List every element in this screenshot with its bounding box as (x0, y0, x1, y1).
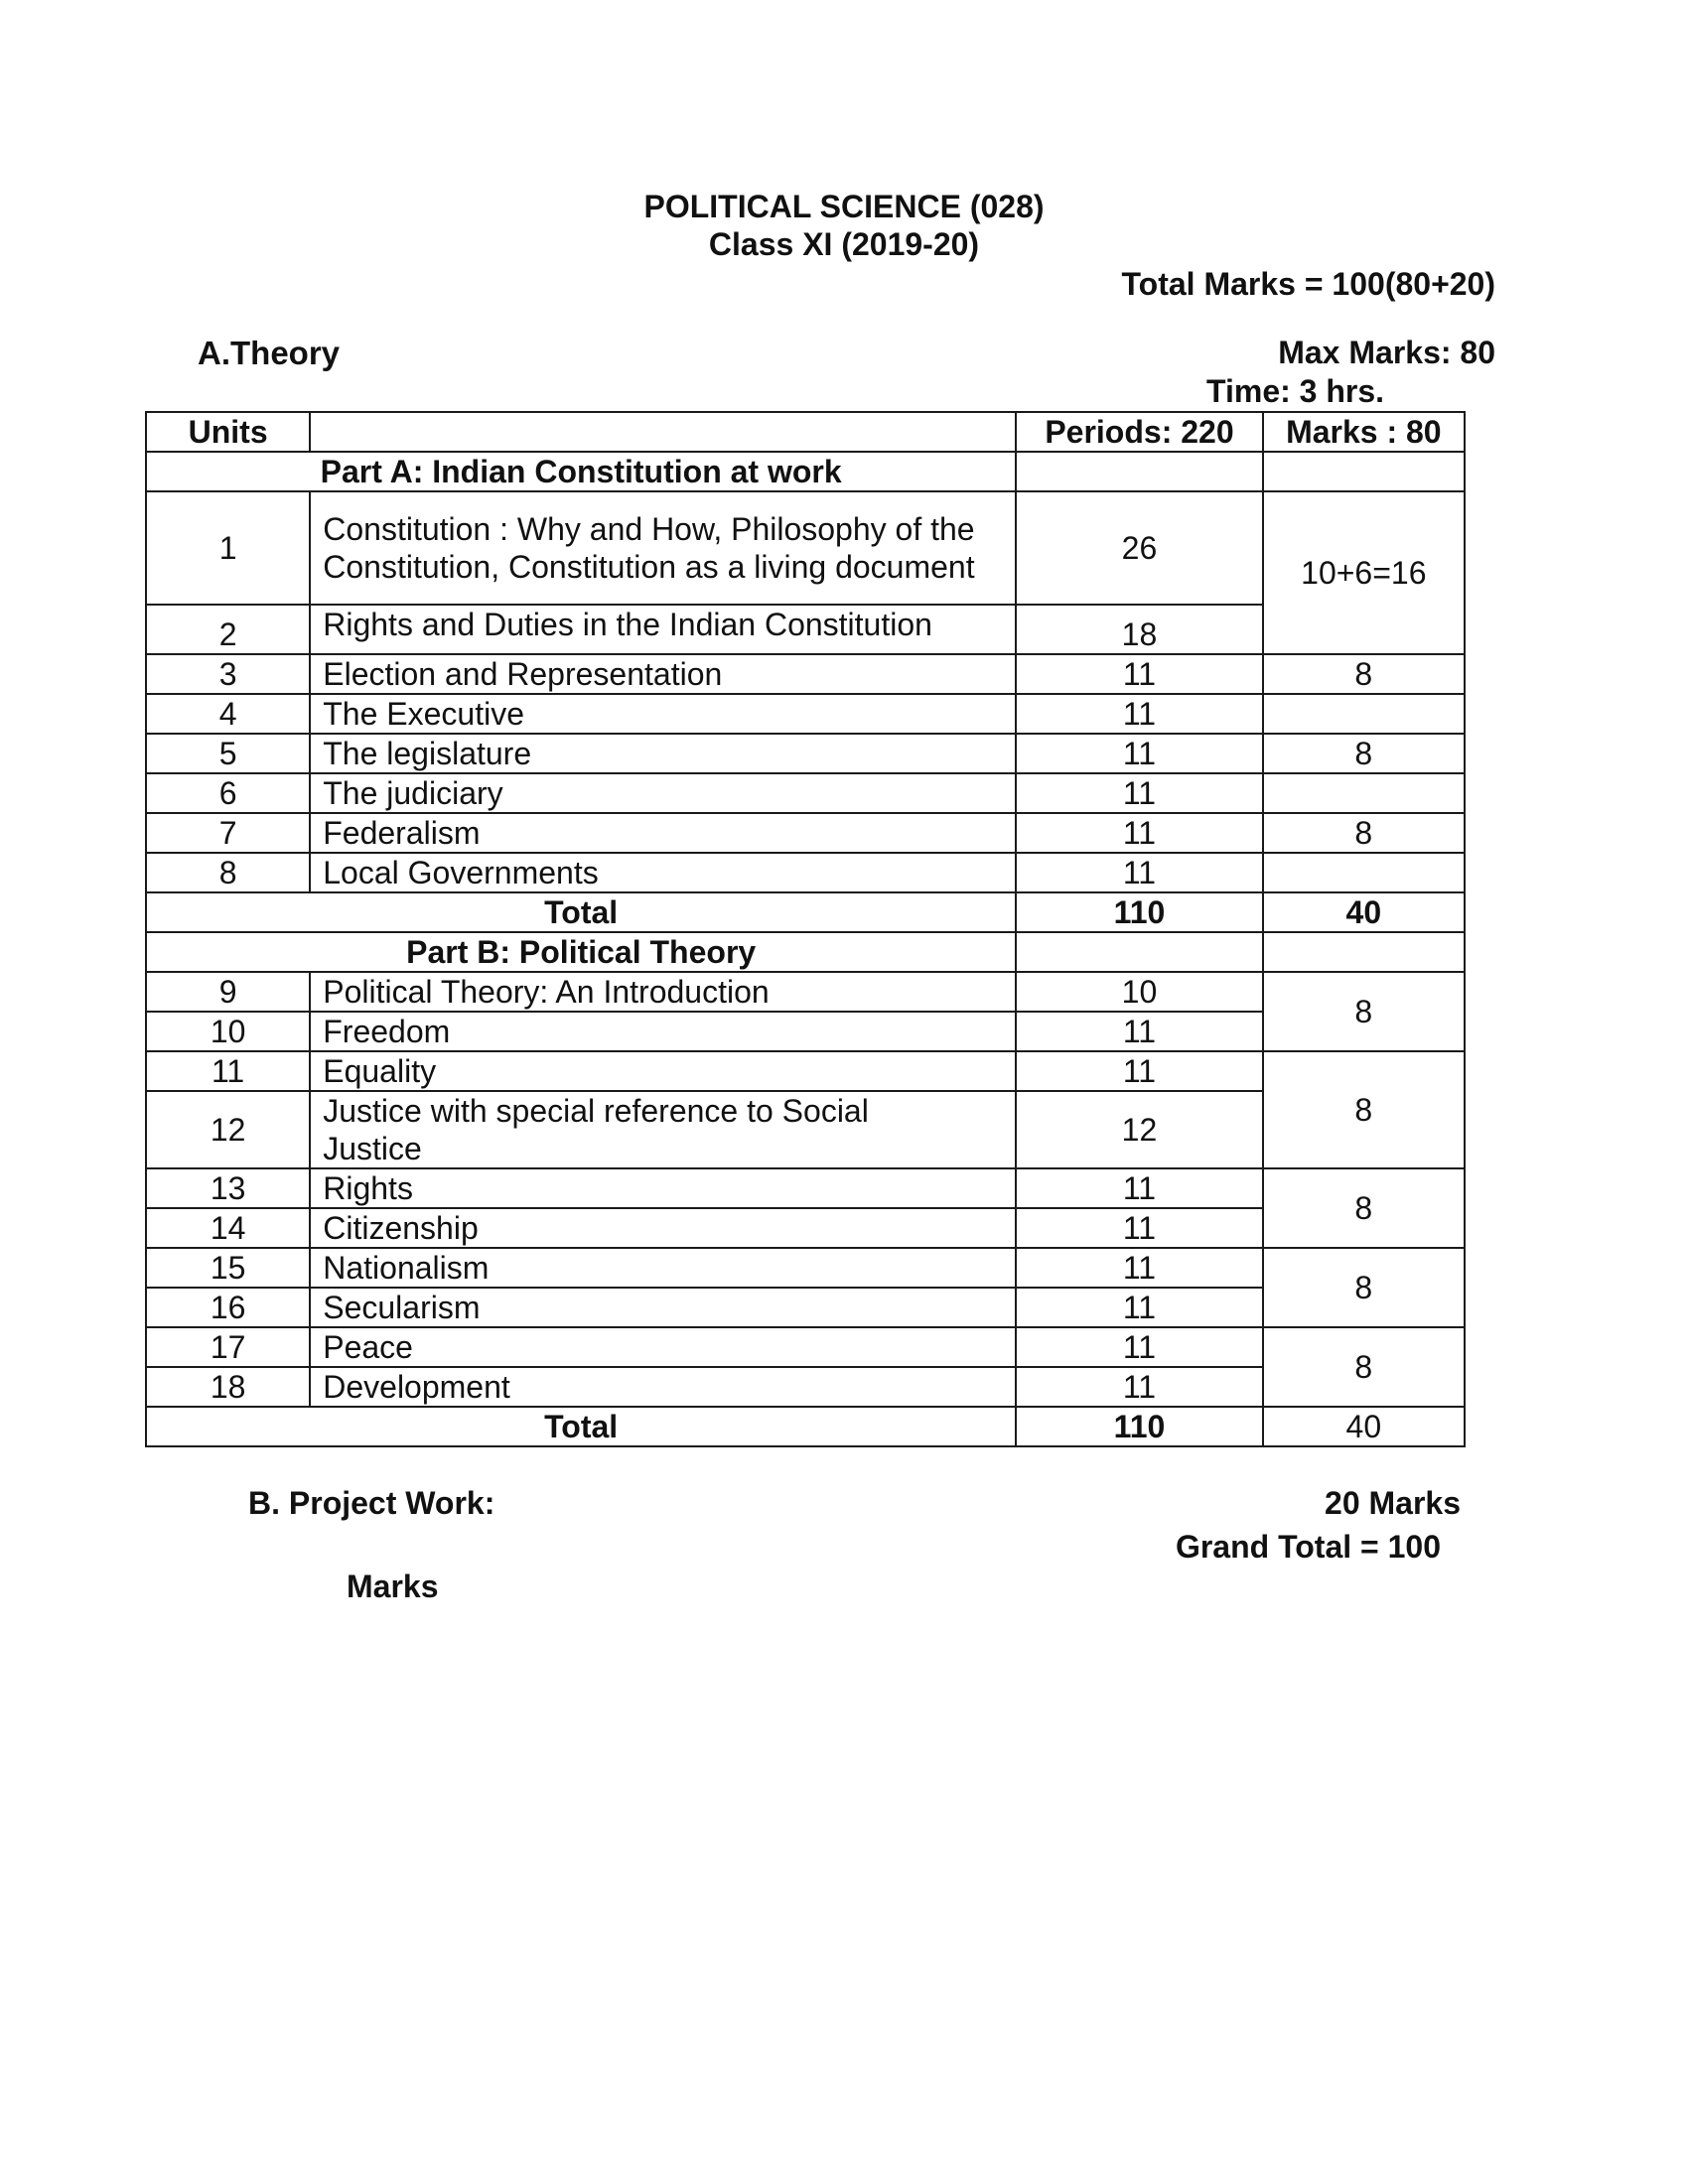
unit-periods: 11 (1016, 1248, 1262, 1288)
unit-topic: Constitution : Why and How, Philosophy of the Constitution, Constitution as a living document (310, 491, 1016, 605)
table-row (146, 813, 1465, 853)
table-row (146, 694, 1465, 734)
table-row (146, 1248, 1465, 1288)
unit-marks: 8 (1263, 1327, 1465, 1407)
unit-number: 5 (146, 734, 310, 773)
unit-topic: Rights (310, 1168, 1016, 1208)
unit-topic: Local Governments (310, 853, 1016, 892)
unit-number: 13 (146, 1168, 310, 1208)
total-label: Total (146, 1407, 1016, 1446)
unit-periods: 11 (1016, 1208, 1262, 1248)
total-periods: 110 (1016, 1407, 1262, 1446)
unit-number: 17 (146, 1327, 310, 1367)
unit-marks: 8 (1263, 813, 1465, 853)
unit-number: 8 (146, 853, 310, 892)
unit-periods: 11 (1016, 1288, 1262, 1327)
part-b-total-row (146, 1407, 1465, 1446)
empty-cell (1016, 452, 1262, 491)
section-a-label: A.Theory (198, 335, 341, 371)
unit-number: 3 (146, 654, 310, 694)
unit-periods: 11 (1016, 813, 1262, 853)
unit-marks: 8 (1263, 1168, 1465, 1248)
unit-topic: Citizenship (310, 1208, 1016, 1248)
syllabus-table (145, 411, 1466, 1447)
unit-marks: 8 (1263, 654, 1465, 694)
total-marks-value: 40 (1263, 1407, 1465, 1446)
unit-topic: Justice with special reference to Social Justice (310, 1091, 1016, 1168)
unit-periods: 11 (1016, 1012, 1262, 1051)
project-marks: 20 Marks (1325, 1485, 1461, 1521)
unit-topic: The legislature (310, 734, 1016, 773)
table-row (146, 1327, 1465, 1367)
total-marks: Total Marks = 100(80+20) (1121, 266, 1495, 302)
unit-periods: 11 (1016, 1327, 1262, 1367)
total-marks-value: 40 (1263, 892, 1465, 932)
unit-periods: 11 (1016, 1168, 1262, 1208)
part-a-title: Part A: Indian Constitution at work (146, 452, 1016, 491)
section-b-label: B. Project Work: (248, 1485, 495, 1521)
unit-number: 9 (146, 972, 310, 1012)
marks-word: Marks (347, 1569, 439, 1604)
document-subtitle: Class XI (2019-20) (708, 226, 980, 262)
unit-periods: 11 (1016, 1051, 1262, 1091)
unit-number: 10 (146, 1012, 310, 1051)
grand-total: Grand Total = 100 (1175, 1529, 1441, 1565)
table-row (146, 972, 1465, 1012)
unit-number: 18 (146, 1367, 310, 1407)
unit-marks (1263, 694, 1465, 734)
unit-topic: Secularism (310, 1288, 1016, 1327)
part-a-total-row (146, 892, 1465, 932)
empty-cell (1016, 932, 1262, 972)
unit-periods: 11 (1016, 773, 1262, 813)
unit-periods: 11 (1016, 853, 1262, 892)
unit-periods: 10 (1016, 972, 1262, 1012)
header-periods: Periods: 220 (1016, 412, 1262, 452)
unit-marks (1263, 773, 1465, 813)
unit-periods: 12 (1016, 1091, 1262, 1168)
unit-number: 7 (146, 813, 310, 853)
table-row (146, 853, 1465, 892)
unit-periods: 11 (1016, 694, 1262, 734)
total-label: Total (146, 892, 1016, 932)
total-periods: 110 (1016, 892, 1262, 932)
unit-number: 11 (146, 1051, 310, 1091)
unit-topic: The judiciary (310, 773, 1016, 813)
table-row (146, 734, 1465, 773)
unit-topic: Rights and Duties in the Indian Constitution (310, 605, 1016, 654)
unit-number: 4 (146, 694, 310, 734)
unit-topic: Political Theory: An Introduction (310, 972, 1016, 1012)
unit-marks: 8 (1263, 972, 1465, 1051)
header-units: Units (146, 412, 310, 452)
max-marks: Max Marks: 80 (1278, 335, 1495, 370)
part-b-heading-row (146, 932, 1465, 972)
unit-number: 15 (146, 1248, 310, 1288)
time-allowed: Time: 3 hrs. (1206, 373, 1385, 409)
unit-topic: Peace (310, 1327, 1016, 1367)
unit-marks (1263, 853, 1465, 892)
unit-number: 14 (146, 1208, 310, 1248)
unit-topic: Federalism (310, 813, 1016, 853)
table-row (146, 654, 1465, 694)
table-row (146, 1051, 1465, 1091)
table-row (146, 1168, 1465, 1208)
unit-marks: 8 (1263, 1248, 1465, 1327)
table-row (146, 773, 1465, 813)
unit-number: 12 (146, 1091, 310, 1168)
part-b-title: Part B: Political Theory (146, 932, 1016, 972)
unit-topic: Election and Representation (310, 654, 1016, 694)
unit-periods: 26 (1016, 491, 1262, 605)
part-a-heading-row (146, 452, 1465, 491)
unit-number: 1 (146, 491, 310, 605)
unit-marks: 10+6=16 (1263, 491, 1465, 654)
unit-periods: 11 (1016, 1367, 1262, 1407)
unit-topic: Development (310, 1367, 1016, 1407)
unit-topic: The Executive (310, 694, 1016, 734)
unit-number: 6 (146, 773, 310, 813)
table-row (146, 491, 1465, 605)
unit-periods: 18 (1016, 605, 1262, 654)
empty-cell (1263, 932, 1465, 972)
unit-periods: 11 (1016, 734, 1262, 773)
unit-marks: 8 (1263, 1051, 1465, 1168)
unit-topic: Equality (310, 1051, 1016, 1091)
header-blank (310, 412, 1016, 452)
unit-topic: Nationalism (310, 1248, 1016, 1288)
unit-periods: 11 (1016, 654, 1262, 694)
unit-number: 2 (146, 605, 310, 654)
document-title: POLITICAL SCIENCE (028) (643, 189, 1045, 224)
unit-number: 16 (146, 1288, 310, 1327)
unit-topic: Freedom (310, 1012, 1016, 1051)
empty-cell (1263, 452, 1465, 491)
unit-marks: 8 (1263, 734, 1465, 773)
table-header-row (146, 412, 1465, 452)
header-marks: Marks : 80 (1263, 412, 1465, 452)
